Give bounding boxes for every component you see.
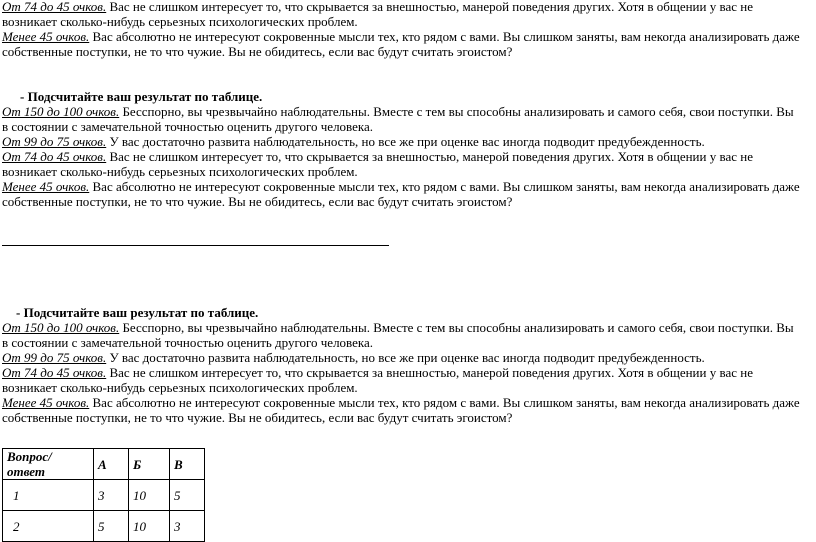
table-cell <box>3 511 94 542</box>
score-range-paragraph <box>2 149 802 179</box>
score-range-paragraph <box>2 320 802 350</box>
score-range-text: Вас не слишком интересует то, что скрывается за внешностью, манерой поведения других. Хотя в общении у вас не возникает сколько-нибудь серьезных психологических проблем. <box>2 149 753 179</box>
table-header-cell: А <box>94 449 129 480</box>
score-range-term: От 74 до 45 очков. <box>2 365 107 380</box>
score-range-paragraph <box>2 104 802 134</box>
score-range-text: Вас не слишком интересует то, что скрывается за внешностью, манерой поведения других. Хотя в общении у вас не возникает сколько-нибудь серьезных психологических проблем. <box>2 0 753 29</box>
score-range-term: От 99 до 75 очков. <box>2 350 107 365</box>
score-range-text: Бесспорно, вы чрезвычайно наблюдательны. Вместе с тем вы способны анализировать и самого себя, свои поступки. Вы в состоянии с замечательной точностью оценить другого человека. <box>2 320 794 350</box>
score-range-text: Вас не слишком интересует то, что скрывается за внешностью, манерой поведения других. Хотя в общении у вас не возникает сколько-нибудь серьезных психологических проблем. <box>2 365 753 395</box>
table-cell: 3 <box>170 511 205 542</box>
score-range-term: От 74 до 45 очков. <box>2 0 107 14</box>
table-header-cell: В <box>170 449 205 480</box>
table-cell: 10 <box>129 480 170 511</box>
results-section-1 <box>2 89 802 209</box>
score-range-text: Вас абсолютно не интересуют сокровенные мысли тех, кто рядом с вами. Вы слишком заняты, вам некогда анализировать даже собственные поступки, не то что чужие. Вы не обидитесь, если вас будут считать эгоистом? <box>2 29 800 59</box>
table-row <box>3 480 205 511</box>
question-number: 2 <box>13 518 20 534</box>
score-range-text: У вас достаточно развита наблюдательность, но все же при оценке вас иногда подводит предубежденность. <box>106 350 705 365</box>
score-range-term: От 99 до 75 очков. <box>2 134 107 149</box>
score-range-paragraph <box>2 0 802 29</box>
table-cell: 5 <box>170 480 205 511</box>
score-range-term: Менее 45 очков. <box>2 179 90 194</box>
question-number: 1 <box>13 487 20 503</box>
score-range-text: Вас абсолютно не интересуют сокровенные мысли тех, кто рядом с вами. Вы слишком заняты, вам некогда анализировать даже собственные поступки, не то что чужие. Вы не обидитесь, если вас будут считать эгоистом? <box>2 179 800 209</box>
table-header-row <box>3 449 205 480</box>
table-header-cell: Вопрос/ответ <box>3 449 94 480</box>
top-block <box>2 0 802 59</box>
results-section-2 <box>2 305 802 425</box>
score-range-term: Менее 45 очков. <box>2 29 90 44</box>
score-range-term: От 150 до 100 очков. <box>2 104 120 119</box>
table-header-cell: Б <box>129 449 170 480</box>
score-range-paragraph <box>2 350 802 365</box>
score-range-text: Вас абсолютно не интересуют сокровенные мысли тех, кто рядом с вами. Вы слишком заняты, вам некогда анализировать даже собственные поступки, не то что чужие. Вы не обидитесь, если вас будут считать эгоистом? <box>2 395 800 425</box>
score-range-paragraph <box>2 365 802 395</box>
section-heading: - Подсчитайте ваш результат по таблице. <box>16 305 259 320</box>
score-range-text: У вас достаточно развита наблюдательность, но все же при оценке вас иногда подводит предубежденность. <box>106 134 705 149</box>
score-range-paragraph <box>2 29 802 59</box>
score-range-term: От 150 до 100 очков. <box>2 320 120 335</box>
document-page <box>2 0 802 542</box>
table-row <box>3 511 205 542</box>
table-cell <box>3 480 94 511</box>
score-range-paragraph <box>2 179 802 209</box>
score-range-term: Менее 45 очков. <box>2 395 90 410</box>
score-range-term: От 74 до 45 очков. <box>2 149 107 164</box>
score-range-paragraph <box>2 134 802 149</box>
section-heading: - Подсчитайте ваш результат по таблице. <box>20 89 263 104</box>
score-range-paragraph <box>2 395 802 425</box>
horizontal-divider <box>2 245 389 246</box>
table-cell: 10 <box>129 511 170 542</box>
table-cell: 5 <box>94 511 129 542</box>
table-cell: 3 <box>94 480 129 511</box>
score-range-text: Бесспорно, вы чрезвычайно наблюдательны. Вместе с тем вы способны анализировать и самого себя, свои поступки. Вы в состоянии с замечательной точностью оценить другого человека. <box>2 104 794 134</box>
answers-score-table <box>2 448 205 542</box>
